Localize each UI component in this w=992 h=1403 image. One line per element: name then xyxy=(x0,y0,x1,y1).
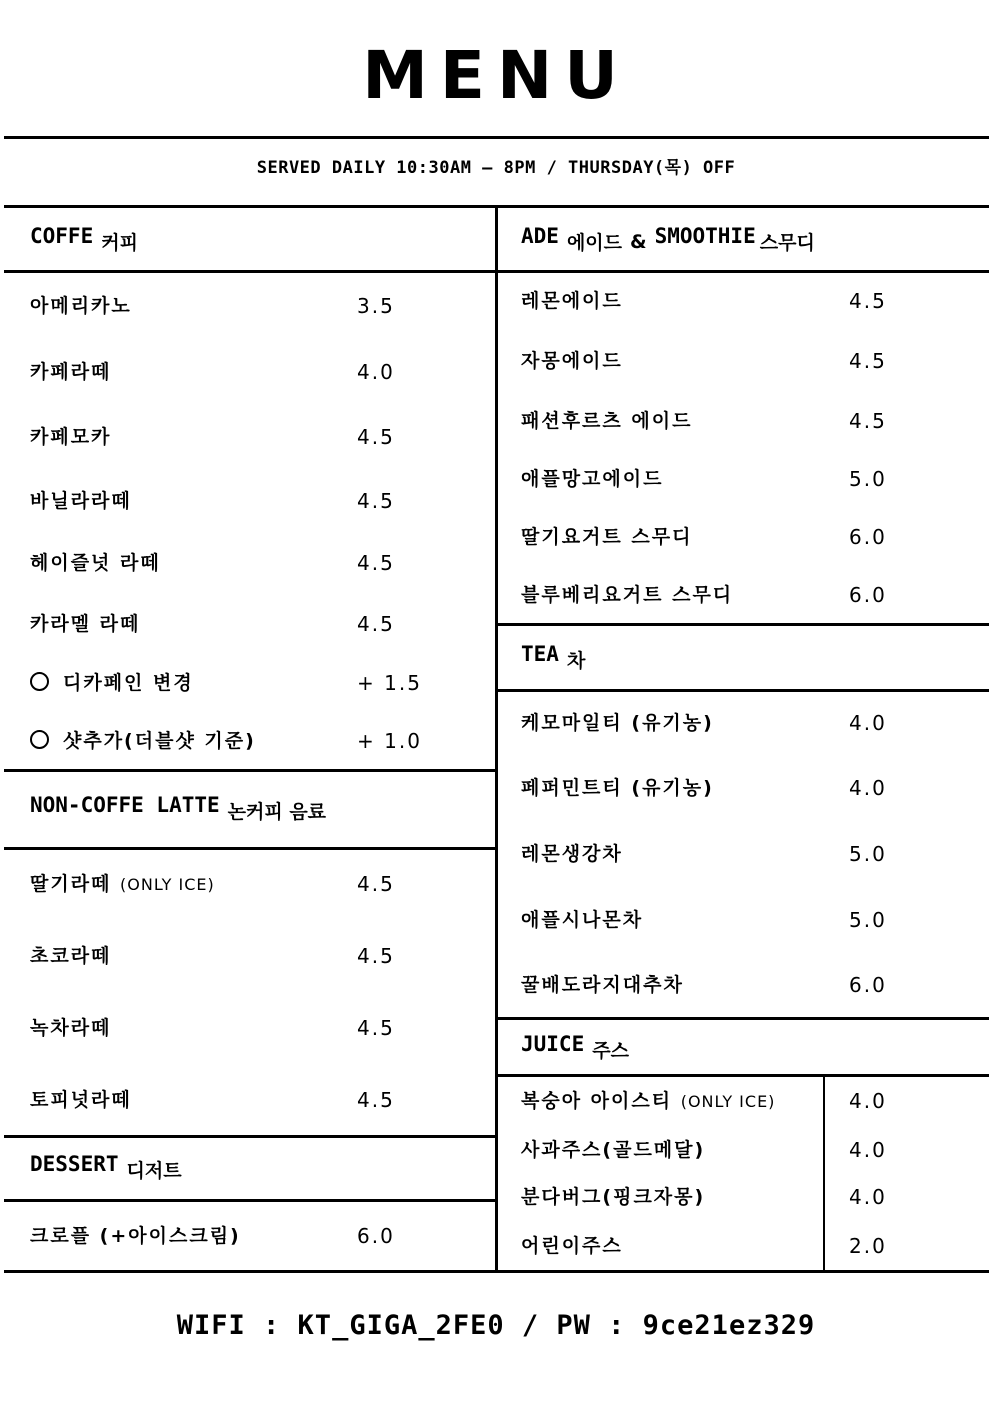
menu-item-name: 분다버그(핑크자몽) xyxy=(521,1186,706,1208)
radio-circle-icon xyxy=(30,730,49,749)
menu-item-name: 레몬에이드 xyxy=(521,290,623,312)
divider xyxy=(497,689,989,692)
menu-item-price: 4.5 xyxy=(357,1016,395,1040)
menu-item-name: 아메리카노 xyxy=(30,295,132,317)
menu-item-price: 4.0 xyxy=(849,776,887,800)
menu-item-price: 4.5 xyxy=(357,944,395,968)
menu-item-name: 페퍼민트티 (유기농) xyxy=(521,777,714,799)
option-item xyxy=(30,670,194,696)
menu-item-name: 토피넛라떼 xyxy=(30,1089,132,1111)
menu-item-price: 6.0 xyxy=(357,1224,395,1248)
menu-item-price: 5.0 xyxy=(849,467,887,491)
menu-item-name xyxy=(521,1088,775,1115)
menu-item-price: 4.5 xyxy=(357,872,395,896)
menu-item-name: 사과주스(골드메달) xyxy=(521,1139,706,1161)
divider xyxy=(497,1017,989,1020)
option-name: 샷추가(더블샷 기준) xyxy=(63,730,256,752)
menu-item-price: 4.0 xyxy=(849,1089,887,1113)
divider xyxy=(4,847,497,850)
menu-item-name: 블루베리요거트 스무디 xyxy=(521,584,734,606)
section-title-en: COFFE xyxy=(30,224,94,248)
menu-item-price: 6.0 xyxy=(849,583,887,607)
menu-item-name: 애플망고에이드 xyxy=(521,468,664,490)
section-title-en: DESSERT xyxy=(30,1152,119,1176)
divider xyxy=(4,136,989,139)
section-title-ko: 주스 xyxy=(592,1040,629,1062)
menu-item-price: 4.0 xyxy=(849,1185,887,1209)
option-item xyxy=(30,728,256,754)
menu-item-name: 녹차라떼 xyxy=(30,1017,112,1039)
menu-item-name: 헤이즐넛 라떼 xyxy=(30,552,161,574)
menu-item-price: 3.5 xyxy=(357,294,395,318)
menu-item-name: 크로플 (+아이스크림) xyxy=(30,1225,241,1247)
menu-item-price: 4.0 xyxy=(849,1138,887,1162)
menu-item-name: 자몽에이드 xyxy=(521,350,623,372)
menu-item-name: 애플시나몬차 xyxy=(521,909,644,931)
menu-item-price: 4.5 xyxy=(357,489,395,513)
divider xyxy=(4,769,497,772)
divider xyxy=(4,1135,497,1138)
section-header-coffee xyxy=(30,222,138,254)
section-title-en: TEA xyxy=(521,642,559,666)
menu-item-name: 카페라떼 xyxy=(30,361,112,383)
ampersand: & xyxy=(630,231,647,253)
hours-text: SERVED DAILY 10:30AM – 8PM / THURSDAY(목) OFF xyxy=(256,158,736,178)
menu-item-price: 4.5 xyxy=(357,1088,395,1112)
menu-item-price: 4.5 xyxy=(357,425,395,449)
item-label: 딸기라떼 xyxy=(30,873,112,895)
menu-item-name: 초코라떼 xyxy=(30,945,112,967)
menu-item-name: 어린이주스 xyxy=(521,1235,623,1257)
section-title-en: ADE xyxy=(521,224,559,248)
option-name: 디카페인 변경 xyxy=(63,672,194,694)
wifi-info: WIFI : KT_GIGA_2FE0 / PW : 9ce21ez329 xyxy=(176,1310,816,1341)
section-header-tea xyxy=(521,640,586,672)
item-note: (ONLY ICE) xyxy=(680,1092,776,1111)
menu-item-price: 5.0 xyxy=(849,842,887,866)
menu-item-name: 케모마일티 (유기농) xyxy=(521,712,714,734)
divider xyxy=(497,1074,989,1077)
menu-item-name: 레몬생강차 xyxy=(521,843,623,865)
section-header-ade-smoothie xyxy=(521,222,815,254)
menu-item-price: 4.0 xyxy=(357,360,395,384)
section-header-juice xyxy=(521,1030,629,1062)
menu-item-name: 카페모카 xyxy=(30,426,112,448)
item-label: 복숭아 아이스티 xyxy=(521,1090,673,1112)
menu-item-name: 바닐라라떼 xyxy=(30,490,132,512)
menu-item-price: 5.0 xyxy=(849,908,887,932)
menu-item-price: 4.5 xyxy=(849,289,887,313)
menu-item-name: 딸기요거트 스무디 xyxy=(521,526,693,548)
section-title-ko: 커피 xyxy=(101,232,138,254)
section-title-en: NON-COFFE LATTE xyxy=(30,793,220,817)
menu-item-price: 4.5 xyxy=(849,409,887,433)
menu-item-price: 4.5 xyxy=(357,551,395,575)
menu-item-name xyxy=(30,871,215,898)
section-title-ko: 에이드 xyxy=(566,232,622,254)
menu-item-price: 4.5 xyxy=(849,349,887,373)
section-header-dessert xyxy=(30,1150,182,1182)
section-header-non-coffee xyxy=(30,791,327,823)
section-title-ko: 차 xyxy=(566,650,586,672)
option-price: + 1.5 xyxy=(357,671,422,695)
radio-circle-icon xyxy=(30,672,49,691)
menu-title: MENU xyxy=(362,37,630,114)
menu-item-price: 4.0 xyxy=(849,711,887,735)
menu-item-price: 4.5 xyxy=(357,612,395,636)
section-title-ko: 스무디 xyxy=(759,232,815,254)
column-divider xyxy=(823,1075,825,1272)
divider xyxy=(4,1199,497,1202)
menu-item-name: 꿀배도라지대추차 xyxy=(521,974,684,996)
divider xyxy=(497,623,989,626)
menu-item-price: 6.0 xyxy=(849,973,887,997)
menu-item-price: 6.0 xyxy=(849,525,887,549)
section-title-ko: 논커피 음료 xyxy=(227,801,327,823)
section-title-en: JUICE xyxy=(521,1032,585,1056)
section-title-en: SMOOTHIE xyxy=(654,224,756,248)
menu-item-price: 2.0 xyxy=(849,1234,887,1258)
menu-item-name: 패션후르츠 에이드 xyxy=(521,410,693,432)
section-title-ko: 디저트 xyxy=(126,1160,182,1182)
item-note: (ONLY ICE) xyxy=(120,875,215,894)
option-price: + 1.0 xyxy=(357,729,422,753)
column-divider xyxy=(495,205,498,1273)
menu-item-name: 카라멜 라떼 xyxy=(30,613,141,635)
